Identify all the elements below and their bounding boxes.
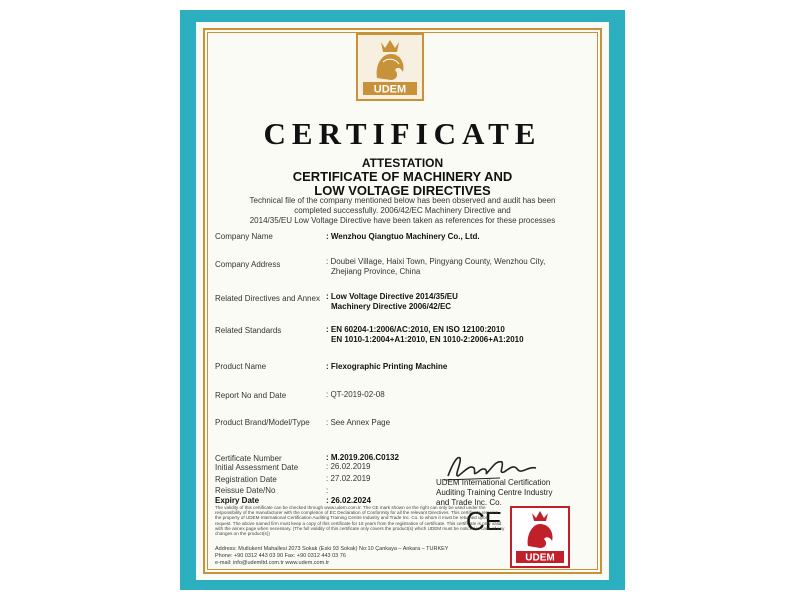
signature-line: and Trade Inc. Co. <box>436 498 502 507</box>
standards-label: Related Standards <box>215 326 282 335</box>
reissue-value: : <box>326 486 329 495</box>
standards-value <box>326 325 524 345</box>
intro-line: completed successfully. 2006/42/EC Machinery Directive and <box>294 206 511 215</box>
signature-line: Auditing Training Centre Industry <box>436 488 553 497</box>
brand-model-label: Product Brand/Model/Type <box>215 418 310 427</box>
heading-low-voltage: LOW VOLTAGE DIRECTIVES <box>314 183 491 198</box>
intro-line: 2014/35/EU Low Voltage Directive have been taken as references for these processes <box>249 216 556 225</box>
report-label: Report No and Date <box>215 391 287 400</box>
expiry-value: : 26.02.2024 <box>326 496 371 505</box>
intro-text <box>215 196 590 226</box>
certificate-number-label: Certificate Number <box>215 454 282 463</box>
standard-line: EN 1010-1:2004+A1:2010, EN 1010-2:2006+A1:2010 <box>331 335 524 344</box>
address-line: Address: Mutlukent Mahallesi 2073 Sokak (Eski 93 Sokak) No:10 Çankaya – Ankara – TURKEY <box>215 546 449 552</box>
report-value: : QT-2019-02-08 <box>326 390 385 399</box>
directive-line: : Low Voltage Directive 2014/35/EU <box>326 292 458 301</box>
intro-line: Technical file of the company mentioned below has been observed and audit has been <box>249 196 556 205</box>
logo2-text: UDEM <box>525 552 555 564</box>
logo-text: UDEM <box>373 83 407 96</box>
phone-line: Phone: +90 0312 443 03 90 Fax: +90 0312 443 03 76 <box>215 553 346 559</box>
fine-print: The validity of this certificate can be checked through www.udem.com.tr. The CE mark shown on the right can only be used under the responsibility of the manufacturer with the completion of EC Declaration of Conformity for all the relevant Directives. This certificate remains the property of UDEM International Certification Auditing Training Centre Industry and Trade Inc. Co. to whom it must be returned upon request. The above named firm must keep a copy of this certificate for 15 years from the registration of certificate. This certificate is only valid with the annex page when necessary. (The full validity of this certificate only covers the product(s) which UDEM must be noticed in case of any changes on the product(s)) <box>215 505 505 537</box>
signature-line: UDEM International Certification <box>436 478 551 487</box>
directives-value <box>326 292 458 312</box>
registration-label: Registration Date <box>215 475 277 484</box>
ce-mark-text: CE <box>465 506 503 534</box>
heading-attestation: ATTESTATION <box>361 156 444 170</box>
directive-line: Machinery Directive 2006/42/EC <box>331 302 452 311</box>
heading-machinery: CERTIFICATE OF MACHINERY AND <box>292 169 513 184</box>
reissue-label: Reissue Date/No <box>215 486 276 495</box>
udem-logo <box>355 32 425 102</box>
company-address-value <box>326 257 545 277</box>
udem-logo-red <box>510 506 570 568</box>
directives-label: Related Directives and Annex <box>215 294 320 303</box>
standard-line: : EN 60204-1:2006/AC:2010, EN ISO 12100:2010 <box>326 325 505 334</box>
address-line: Zhejiang Province, China <box>331 267 421 276</box>
brand-model-value: : See Annex Page <box>326 418 391 427</box>
certificate-number-value: : M.2019.206.C0132 <box>326 453 399 462</box>
expiry-label: Expiry Date <box>215 496 260 505</box>
product-name-value: : Flexographic Printing Machine <box>326 362 448 371</box>
signature-block <box>436 478 586 508</box>
registration-value: : 27.02.2019 <box>326 474 371 483</box>
product-name-label: Product Name <box>215 362 267 371</box>
certificate-title: CERTIFICATE <box>263 116 542 151</box>
address-line: : Doubei Village, Haixi Town, Pingyang County, Wenzhou City, <box>326 257 546 266</box>
company-name-value: : Wenzhou Qiangtuo Machinery Co., Ltd. <box>326 232 480 241</box>
company-name-label: Company Name <box>215 232 273 241</box>
initial-assessment-label: Initial Assessment Date <box>215 463 299 472</box>
company-address-label: Company Address <box>215 260 281 269</box>
initial-assessment-value: : 26.02.2019 <box>326 462 371 471</box>
web-line: e-mail: info@udemltd.com.tr www.udem.com.tr <box>215 560 330 566</box>
